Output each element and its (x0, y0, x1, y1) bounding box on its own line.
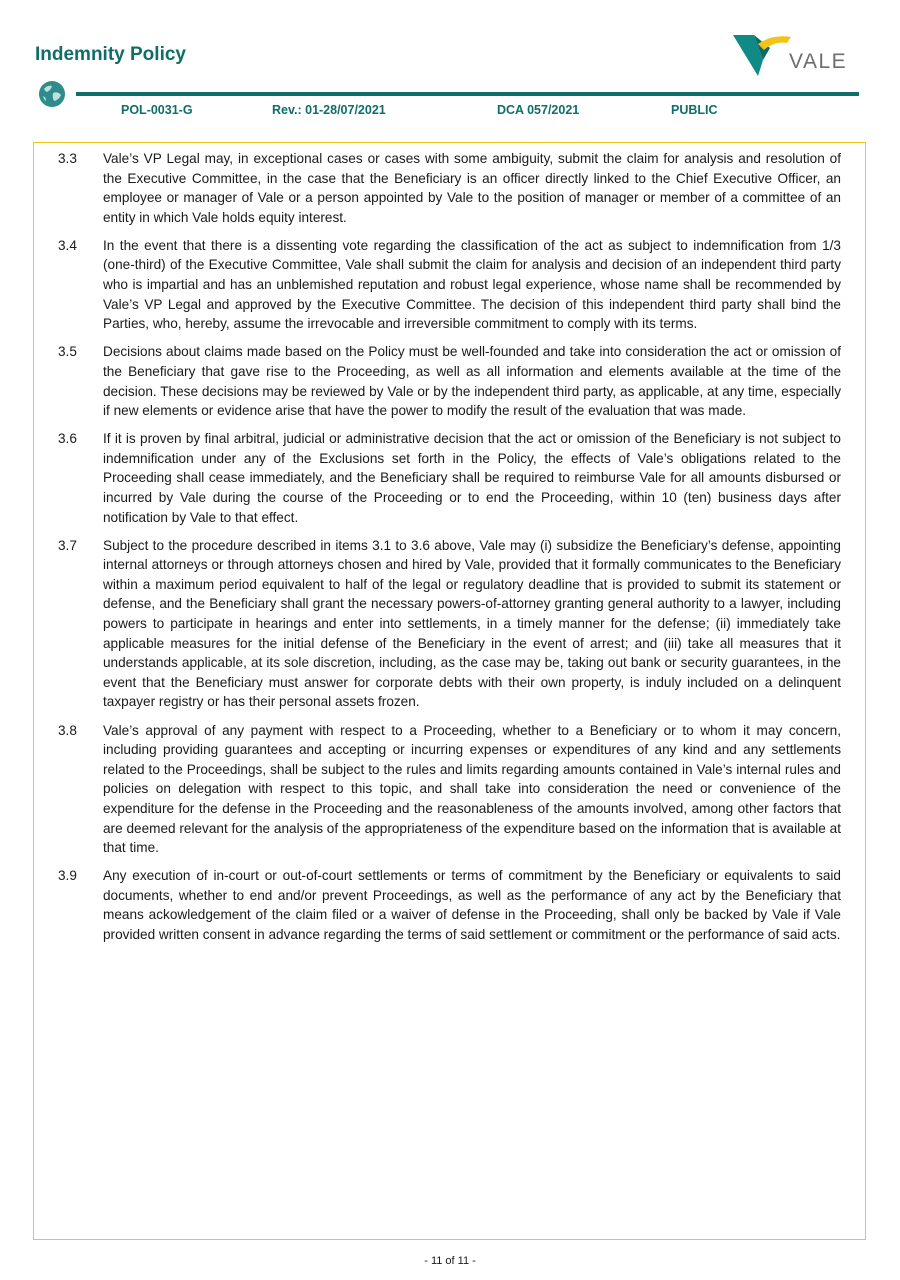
globe-icon (38, 80, 66, 108)
revision: Rev.: 01-28/07/2021 (272, 103, 386, 117)
doc-code: POL-0031-G (121, 103, 193, 117)
page-title: Indemnity Policy (35, 44, 186, 65)
clause-number: 3.5 (58, 344, 77, 360)
clause-number: 3.4 (58, 237, 77, 253)
clause-text: If it is proven by final arbitral, judicial or administrative decision that the act or omission of the Beneficiary is not subject to indemnification under any of the Exclusions set forth in the Policy, the effects of Vale’s obligations related to the Proceeding shall cease immediately, and the Beneficiary shall be required to reimburse Vale for all amounts disbursed or incurred by Vale during the course of the Proceeding or to end the Proceeding, within 10 (ten) business days after notification by Vale to that effect. (103, 431, 841, 525)
clause-text: Vale’s VP Legal may, in exceptional cases or cases with some ambiguity, submit the claim for analysis and resolution of the Executive Committee, in the case that the Beneficiary is an officer directly linked to the Chief Executive Officer, an employee or manager of Vale or a person appointed by Vale to the position of manager or member of a committee of an entity in which Vale holds equity interest. (103, 151, 841, 225)
clause-text: Subject to the procedure described in items 3.1 to 3.6 above, Vale may (i) subsidize the Beneficiary’s defense, appointing internal attorneys or through attorneys chosen and hired by Vale, provided that it formally communicates to the Beneficiary within a maximum period equivalent to half of the legal or regulatory deadline that is provided to submit its statement or defense, and the Beneficiary shall grant the necessary powers-of-attorney granting general authority to a lawyer, including powers to participate in hearings and enter into settlements, in a timely manner for the defense; (ii) immediately take applicable measures for the initial defense of the Beneficiary in the event of arrest; and (iii) take all measures that it understands applicable, at its sole discretion, including, as the case may be, taking out bank or security guarantees, in the event that the Beneficiary must answer for corporate debts with their own property, is induly included on a delinquent taxpayer registry or has their personal assets frozen. (103, 537, 841, 710)
clause-3-6 (58, 429, 841, 527)
clause-3-7 (58, 536, 841, 712)
clause-number: 3.6 (58, 431, 77, 447)
clause-text: In the event that there is a dissenting vote regarding the classification of the act as subject to indemnification from 1/3 (one-third) of the Executive Committee, Vale shall submit the claim for analysis and decision of an independent third party who is impartial and has an unblemished reputation and robust legal experience, whose name shall be recommended by Vale’s VP Legal and approved by the Executive Committee. The decision of this independent third party shall bind the Parties, who, hereby, assume the irrevocable and irreversible commitment to comply with its terms. (103, 237, 841, 332)
clause-number: 3.3 (58, 151, 77, 166)
clause-number: 3.9 (58, 868, 77, 884)
clause-3-8 (58, 721, 841, 858)
header-rule (76, 92, 859, 96)
clause-3-4 (58, 236, 841, 334)
page-number: - 11 of 11 - (424, 1255, 476, 1267)
clause-text: Any execution of in-court or out-of-court settlements or terms of commitment by the Beneficiary or equivalents to said documents, whether to end and/or prevent Proceedings, as well as the performance of any act by the Beneficiary that means ackowledgement of the claim filed or a waiver of defense in the Proceeding, shall only be backed by Vale if Vale provided written consent in advance regarding the terms of said settlement or commitment or the performance of said acts. (103, 868, 841, 942)
clause-3-5 (58, 342, 841, 420)
clause-number: 3.7 (58, 537, 77, 553)
dca-number: DCA 057/2021 (497, 103, 580, 117)
classification: PUBLIC (671, 103, 718, 117)
clause-list (58, 149, 841, 953)
clause-text: Decisions about claims made based on the Policy must be well-founded and take into consideration the act or omission of the Beneficiary that gave rise to the Proceeding, as well as all information and elements available at the time of the decision. These decisions may be reviewed by Vale or by the independent third party, as applicable, at any time, especially if new elements or evidence arise that have the power to modify the result of the evaluation that was made. (103, 344, 841, 419)
clause-number: 3.8 (58, 722, 77, 738)
clause-3-9 (58, 866, 841, 944)
clause-text: Vale’s approval of any payment with respect to a Proceeding, whether to a Beneficiary or to whom it may concern, including providing guarantees and accepting or incurring expenses or expenditures of any kind and any settlements related to the Proceedings, shall be subject to the rules and limits regarding amounts contained in Vale’s internal rules and policies on delegation with respect to this topic, and shall take into consideration the need or convenience of the expenditure for the defense in the Proceeding and the reasonableness of the amounts involved, among other factors that are deemed relevant for the analysis of the appropriateness of the expenditure based on the information that is available at that time. (103, 722, 841, 856)
clause-3-3 (58, 149, 841, 227)
logo-text: VALE (789, 50, 848, 73)
